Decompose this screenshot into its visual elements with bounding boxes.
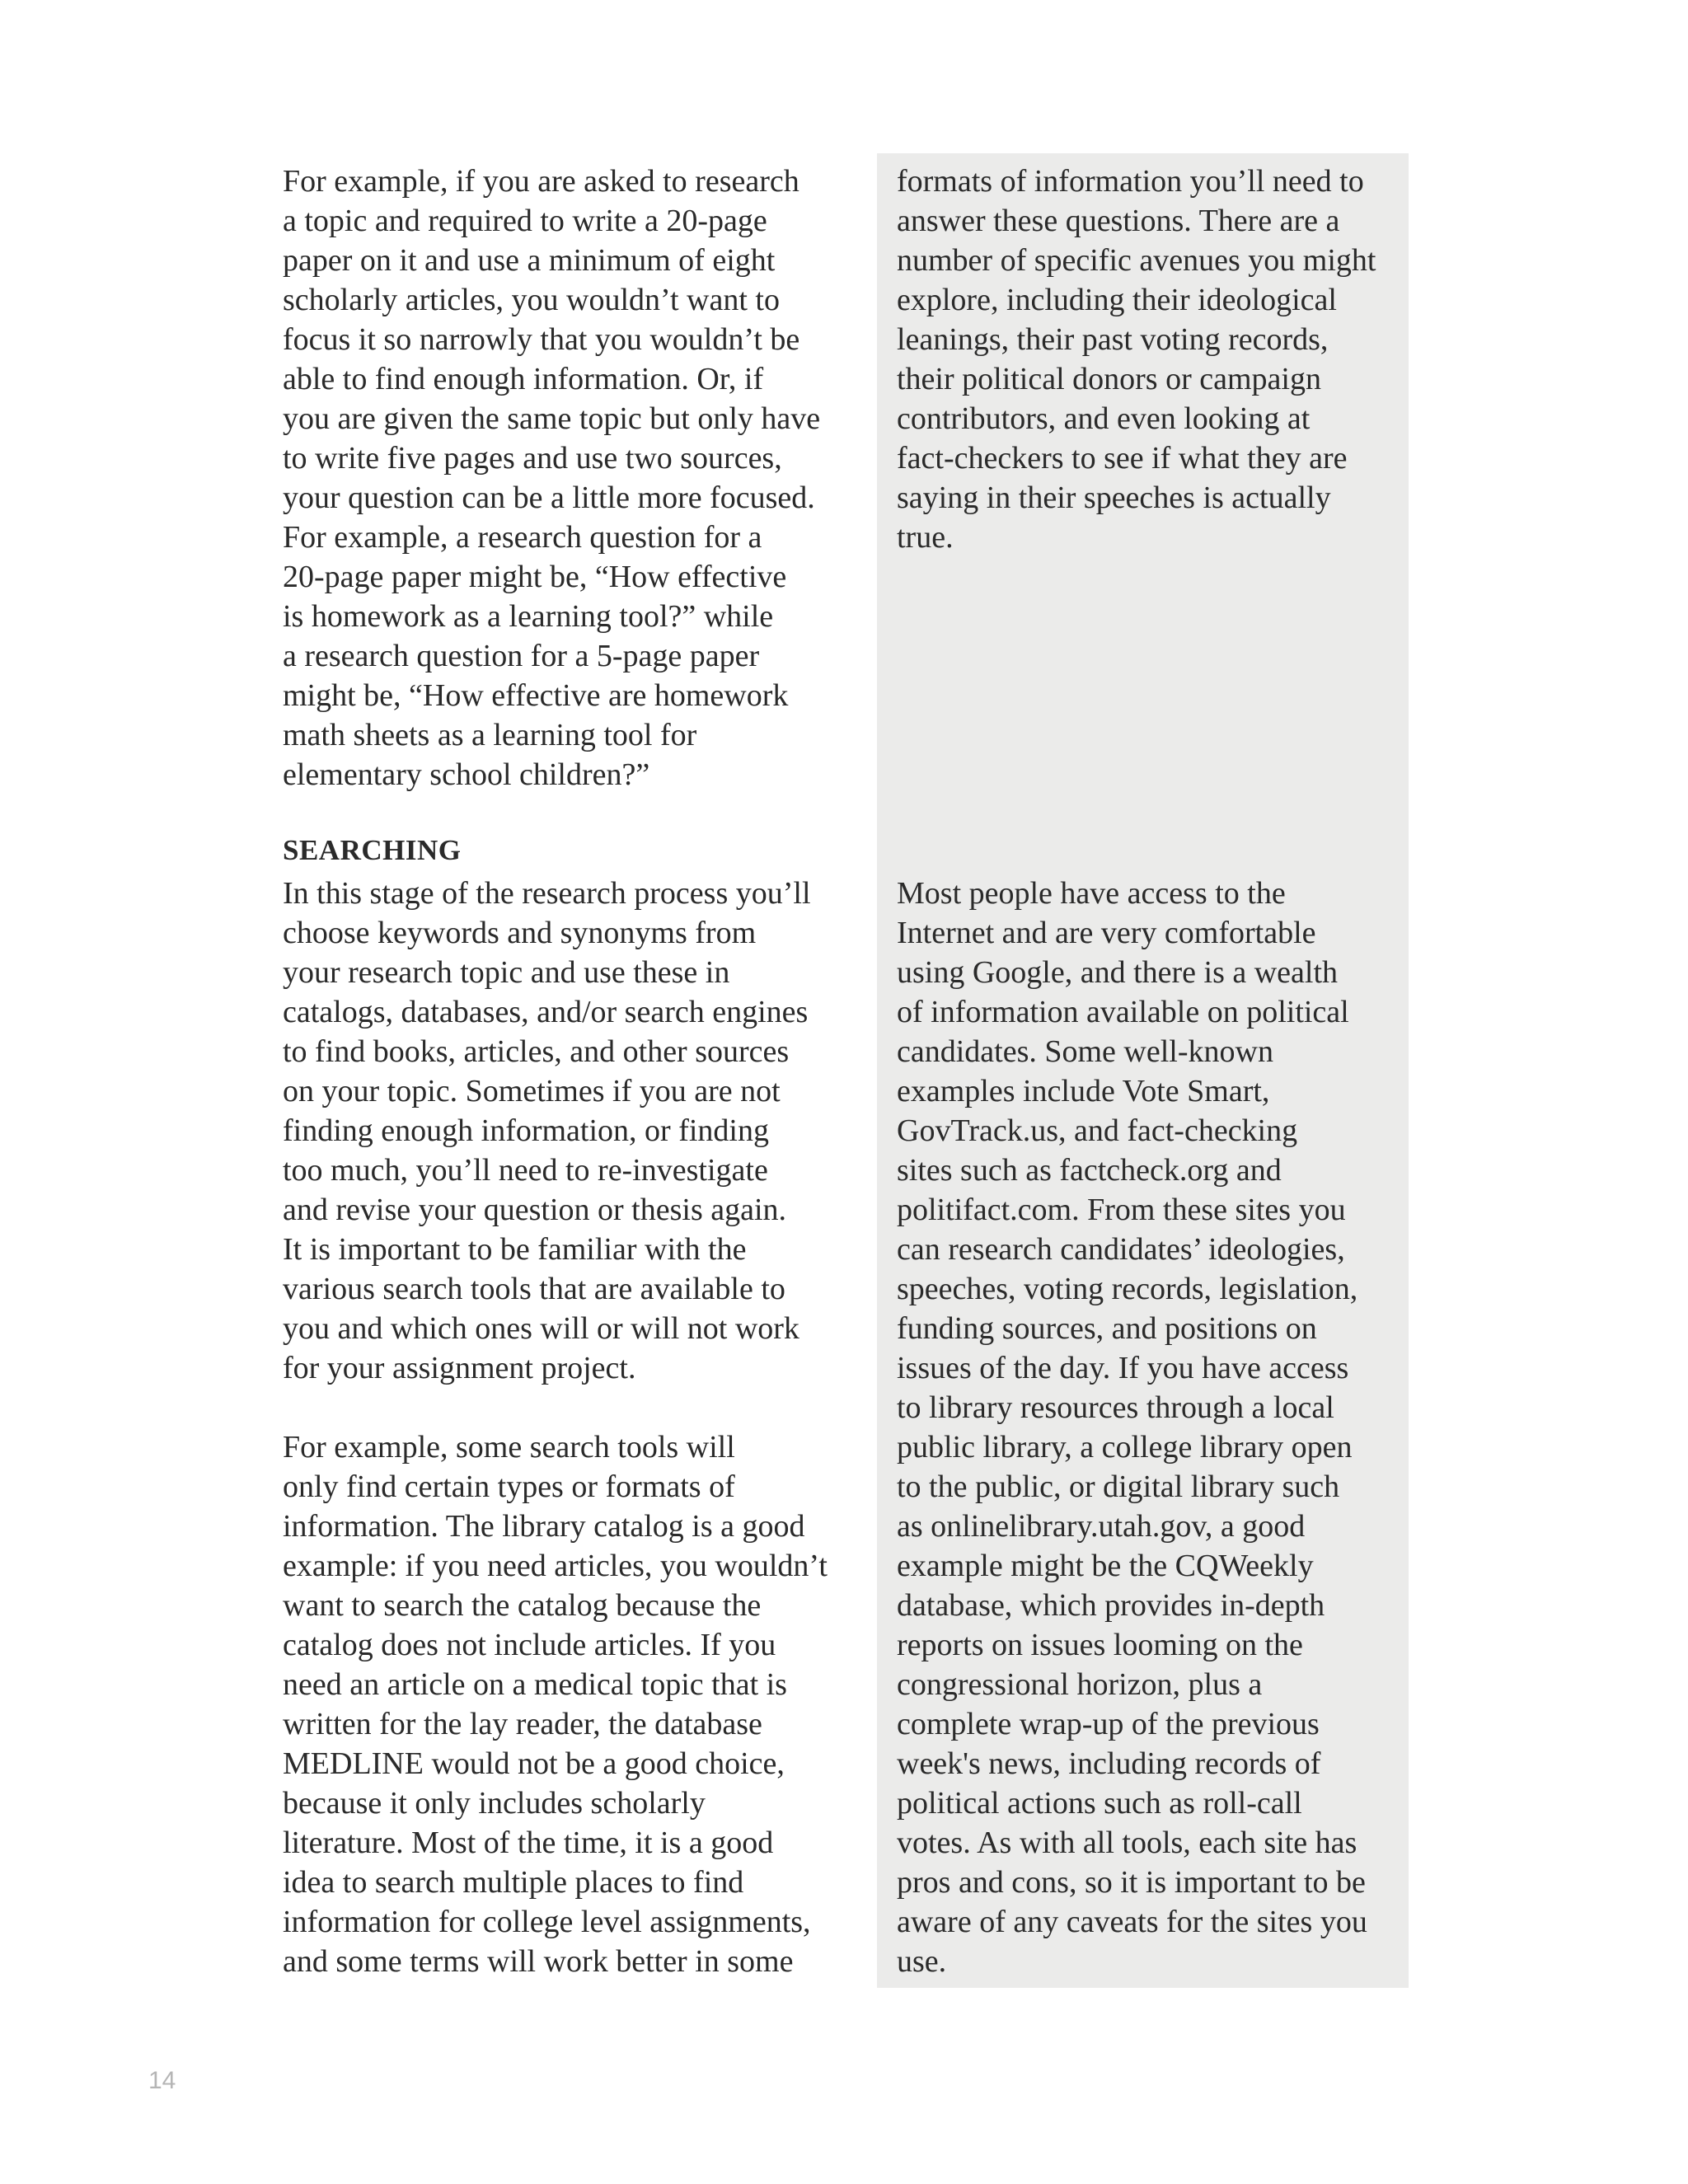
section-heading-searching: SEARCHING: [283, 834, 462, 866]
main-column: [283, 162, 851, 1981]
paragraph-searching-intro: In this stage of the research process you’ll choose keywords and synonyms from your research topic and use these in catalogs, databases, and/or search engines to find books, articles, and other sources on your topic. Sometimes if you are not finding enough information, or finding too much, you’ll need to re-investigate and revise your question or thesis again. It is important to be familiar with the various search tools that are available to you and which ones will or will not work for your assignment project.: [283, 876, 811, 1385]
paragraph-spacer: [283, 1388, 851, 1427]
paragraph-research-question-example: For example, if you are asked to research a topic and required to write a 20-page paper on it and use a minimum of eight scholarly articles, you wouldn’t want to focus it so narrowly that you wouldn’t be able to find enough information. Or, if you are given the same topic but only have to write five pages and use two sources, your question can be a little more focused. For example, a research question for a 20-page paper might be, “How effective is homework as a learning tool?” while a research question for a 5-page paper might be, “How effective are homework math sheets as a learning tool for elementary school children?”: [283, 164, 821, 792]
sidebar-paragraph-internet-resources: Most people have access to the Internet and are very comfortable using Google, and there is a wealth of information available on political candidates. Some well-known examples include Vote Smart, GovTrack.us, and fact-checking sites such as factcheck.org and politifact.com. From these sites you can research candidates’ ideologies, speeches, voting records, legislation, funding sources, and positions on issues of the day. If you have access to library resources through a local public library, a college library open to the public, or digital library such as onlinelibrary.utah.gov, a good example might be the CQWeekly database, which provides in-depth reports on issues looming on the congressional horizon, plus a complete wrap-up of the previous week's news, including records of political actions such as roll-call votes. As with all tools, each site has pros and cons, so it is important to be aware of any caveats for the sites you use.: [897, 876, 1367, 1979]
sidebar-column-top: [897, 162, 1400, 557]
paragraph-search-tools-example: For example, some search tools will only find certain types or formats of information. The library catalog is a good example: if you need articles, you wouldn’t want to search the catalog because the catalog does not include articles. If you need an article on a medical topic that is written for the lay reader, the database MEDLINE would not be a good choice, because it only includes scholarly literature. Most of the time, it is a good idea to search multiple places to find information for college level assignments, and some terms will work better in some: [283, 1430, 828, 1979]
sidebar-paragraph-formats: formats of information you’ll need to answer these questions. There are a number of specific avenues you might explore, including their ideological leanings, their past voting records, their political donors or campaign contributors, and even looking at fact-checkers to see if what they are saying in their speeches is actually true.: [897, 164, 1376, 555]
page-number: 14: [148, 2067, 176, 2094]
sidebar-column-bottom: [897, 874, 1400, 1981]
